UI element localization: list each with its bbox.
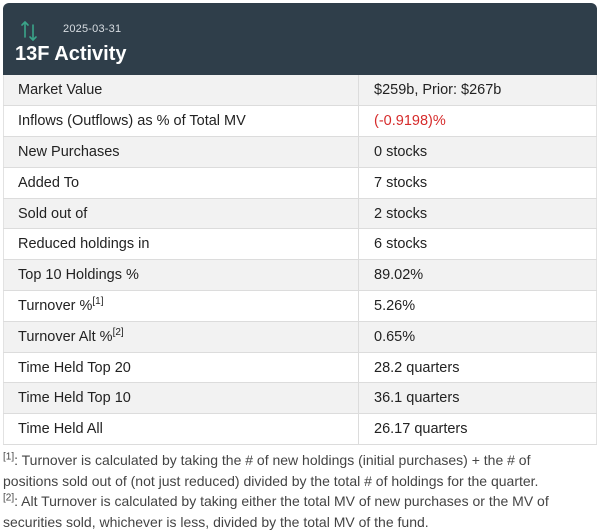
row-label: Added To xyxy=(4,167,359,198)
row-value: 36.1 quarters xyxy=(374,390,460,407)
card-header xyxy=(3,3,597,75)
footnote-text: : Alt Turnover is calculated by taking either the total MV of new purchases or the MV of securities sold, whichever is less, divided by the total MV of the fund. xyxy=(3,493,549,530)
table-row xyxy=(4,383,597,414)
footnotes xyxy=(3,445,563,532)
row-label: Turnover %[1] xyxy=(4,291,359,322)
footnote-mark: [1] xyxy=(3,451,15,463)
row-value: 2 stocks xyxy=(374,205,428,222)
row-value: 28.2 quarters xyxy=(374,359,460,376)
row-value: 26.17 quarters xyxy=(374,421,468,438)
card-title: 13F Activity xyxy=(15,43,127,65)
row-label: Inflows (Outflows) as % of Total MV xyxy=(4,106,359,137)
table-row xyxy=(4,291,597,322)
activity-card xyxy=(3,3,597,530)
row-value: $259b, Prior: $267b xyxy=(374,82,502,99)
row-label: Turnover Alt %[2] xyxy=(4,321,359,352)
row-label: Top 10 Holdings % xyxy=(4,260,359,291)
row-label: Time Held All xyxy=(4,414,359,445)
table-row xyxy=(4,352,597,383)
row-value: 6 stocks xyxy=(374,236,428,253)
row-value: 89.02% xyxy=(374,267,424,284)
row-label: Reduced holdings in xyxy=(4,229,359,260)
up-down-arrows-icon xyxy=(20,19,38,43)
row-value: 0 stocks xyxy=(374,143,428,160)
table-row xyxy=(4,198,597,229)
row-label: Time Held Top 10 xyxy=(4,383,359,414)
footnote-text: : Turnover is calculated by taking the # of new holdings (initial purchases) + the # of positions sold out of (not just reduced) divided by the total # of holdings for the quarter. xyxy=(3,452,539,489)
row-label: Sold out of xyxy=(4,198,359,229)
footnote-mark: [2] xyxy=(3,492,15,504)
footnote-ref[interactable]: [1] xyxy=(92,296,104,308)
table-row xyxy=(4,414,597,445)
table-row xyxy=(4,75,597,106)
activity-table xyxy=(3,75,597,445)
row-value: 7 stocks xyxy=(374,174,428,191)
footnote-2 xyxy=(3,491,563,532)
table-row xyxy=(4,321,597,352)
table-row xyxy=(4,106,597,137)
row-value: (-0.9198)% xyxy=(374,113,446,130)
footnote-ref[interactable]: [2] xyxy=(112,326,124,338)
table-row xyxy=(4,260,597,291)
table-row xyxy=(4,137,597,168)
report-date: 2025-03-31 xyxy=(63,23,122,35)
footnote-1 xyxy=(3,450,563,491)
table-row xyxy=(4,229,597,260)
row-value: 0.65% xyxy=(374,328,416,345)
row-value: 5.26% xyxy=(374,297,416,314)
row-label: Time Held Top 20 xyxy=(4,352,359,383)
row-label: New Purchases xyxy=(4,137,359,168)
row-label: Market Value xyxy=(4,75,359,106)
table-row xyxy=(4,167,597,198)
